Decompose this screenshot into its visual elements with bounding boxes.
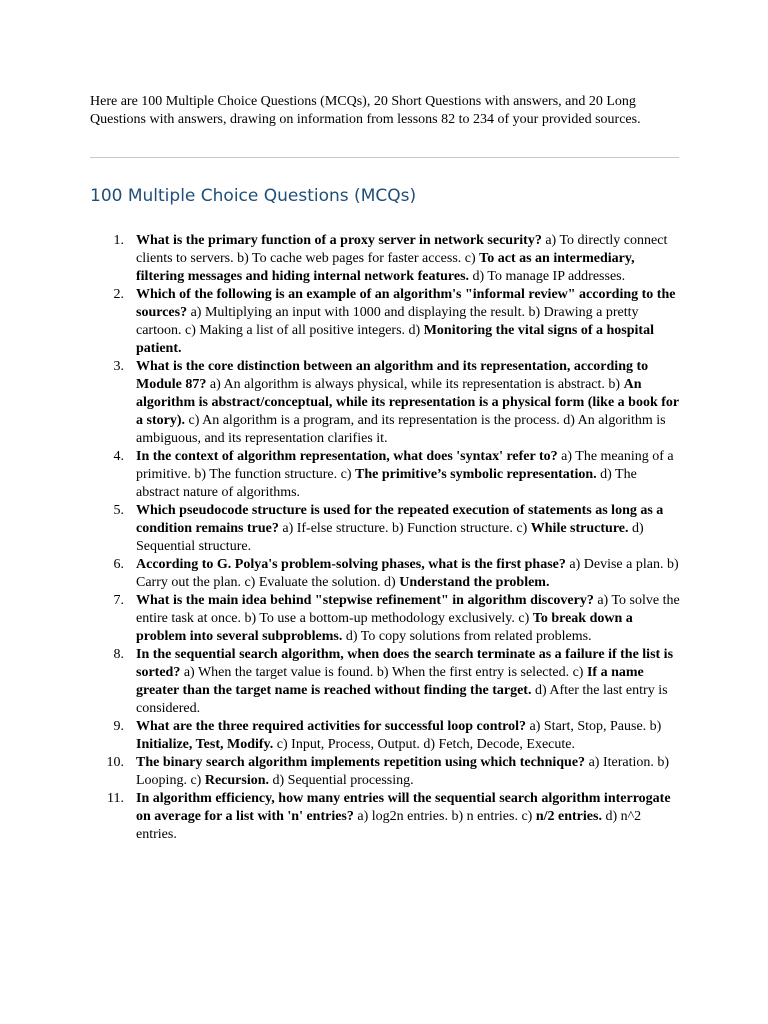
question-number: 9.	[113, 719, 124, 734]
answer-options-rest: d) After the last entry is considered.	[136, 683, 668, 716]
question-text: Which pseudocode structure is used for the repeated execution of statements as long as a condition remains true?	[136, 503, 664, 536]
answer-options: a) If-else structure. b) Function structure. c)	[282, 521, 528, 536]
mcq-item	[90, 754, 680, 790]
answer-options: a) When the target value is found. b) When the first entry is selected. c)	[183, 665, 584, 680]
answer-options-rest: d) To manage IP addresses.	[472, 269, 626, 284]
correct-answer: Understand the problem.	[399, 575, 550, 590]
question-text: The binary search algorithm implements repetition using which technique?	[136, 755, 586, 770]
answer-options: a) Devise a plan. b) Carry out the plan. c) Evaluate the solution. d)	[136, 557, 679, 590]
correct-answer: To break down a problem into several subproblems.	[136, 611, 633, 644]
answer-options: a) log2n entries. b) n entries. c)	[357, 809, 533, 824]
question-text: What are the three required activities for successful loop control?	[136, 719, 527, 734]
question-number: 7.	[113, 593, 124, 608]
question-text: Which of the following is an example of an algorithm's "informal review" according to the sources?	[136, 287, 676, 320]
mcq-list	[90, 232, 680, 844]
answer-options-rest: d) Sequential processing.	[272, 773, 414, 788]
answer-options-rest: c) Input, Process, Output. d) Fetch, Decode, Execute.	[276, 737, 575, 752]
answer-options: a) Multiplying an input with 1000 and displaying the result. b) Drawing a pretty cartoon. c) Making a list of all positive integers. d)	[136, 305, 639, 338]
question-text: What is the main idea behind "stepwise refinement" in algorithm discovery?	[136, 593, 594, 608]
correct-answer: The primitive’s symbolic representation.	[355, 467, 597, 482]
document-page	[90, 93, 680, 844]
answer-options: a) The meaning of a primitive. b) The function structure. c)	[136, 449, 674, 482]
question-text: What is the core distinction between an algorithm and its representation, according to Module 87?	[136, 359, 649, 392]
question-number: 5.	[113, 503, 124, 518]
correct-answer: To act as an intermediary, filtering messages and hiding internal network features.	[136, 251, 635, 284]
mcq-section-heading: 100 Multiple Choice Questions (MCQs)	[90, 186, 417, 206]
question-text: In the sequential search algorithm, when does the search terminate as a failure if the list is sorted?	[136, 647, 674, 680]
mcq-item	[90, 232, 680, 286]
mcq-item	[90, 556, 680, 592]
horizontal-divider	[90, 157, 679, 158]
answer-options-rest: d) Sequential structure.	[136, 521, 644, 554]
answer-options-rest: c) An algorithm is a program, and its representation is the process. d) An algorithm is ambiguous, and its representation clarifies it.	[136, 413, 666, 446]
question-text: In the context of algorithm representation, what does 'syntax' refer to?	[136, 449, 558, 464]
answer-options: a) Start, Stop, Pause. b)	[529, 719, 662, 734]
mcq-item	[90, 286, 680, 358]
intro-paragraph: Here are 100 Multiple Choice Questions (MCQs), 20 Short Questions with answers, and 20 Long Questions with answers, drawing on information from lessons 82 to 234 of your provided sources.	[90, 94, 641, 127]
correct-answer: n/2 entries.	[535, 809, 602, 824]
correct-answer: An algorithm is abstract/conceptual, while its representation is a physical form (like a book for a story).	[136, 377, 679, 428]
correct-answer: While structure.	[530, 521, 629, 536]
question-number: 8.	[113, 647, 124, 662]
answer-options: a) To directly connect clients to servers. b) To cache web pages for faster access. c)	[136, 233, 668, 266]
correct-answer: Initialize, Test, Modify.	[136, 737, 274, 752]
question-number: 11.	[107, 791, 124, 806]
answer-options: a) Iteration. b) Looping. c)	[136, 755, 670, 788]
answer-options-rest: d) To copy solutions from related problems.	[345, 629, 592, 644]
question-number: 1.	[113, 233, 124, 248]
mcq-item	[90, 646, 680, 718]
mcq-item	[90, 448, 680, 502]
question-text: What is the primary function of a proxy server in network security?	[136, 233, 542, 248]
answer-options-rest: d) n^2 entries.	[136, 809, 642, 842]
mcq-item	[90, 502, 680, 556]
question-number: 4.	[113, 449, 124, 464]
correct-answer: Recursion.	[204, 773, 269, 788]
correct-answer: Monitoring the vital signs of a hospital patient.	[136, 323, 654, 356]
question-number: 3.	[113, 359, 124, 374]
question-number: 10.	[106, 755, 124, 770]
answer-options: a) An algorithm is always physical, while its representation is abstract. b)	[209, 377, 621, 392]
answer-options: a) To solve the entire task at once. b) To use a bottom-up methodology exclusively. c)	[136, 593, 680, 626]
question-number: 6.	[113, 557, 124, 572]
mcq-item	[90, 790, 680, 844]
question-text: In algorithm efficiency, how many entries will the sequential search algorithm interrogate on average for a list with 'n' entries?	[136, 791, 671, 824]
mcq-item	[90, 358, 680, 448]
question-text: According to G. Polya's problem-solving phases, what is the first phase?	[136, 557, 566, 572]
mcq-item	[90, 592, 680, 646]
answer-options-rest: d) The abstract nature of algorithms.	[136, 467, 637, 500]
mcq-item	[90, 718, 680, 754]
question-number: 2.	[113, 287, 124, 302]
correct-answer: If a name greater than the target name is reached without finding the target.	[136, 665, 644, 698]
